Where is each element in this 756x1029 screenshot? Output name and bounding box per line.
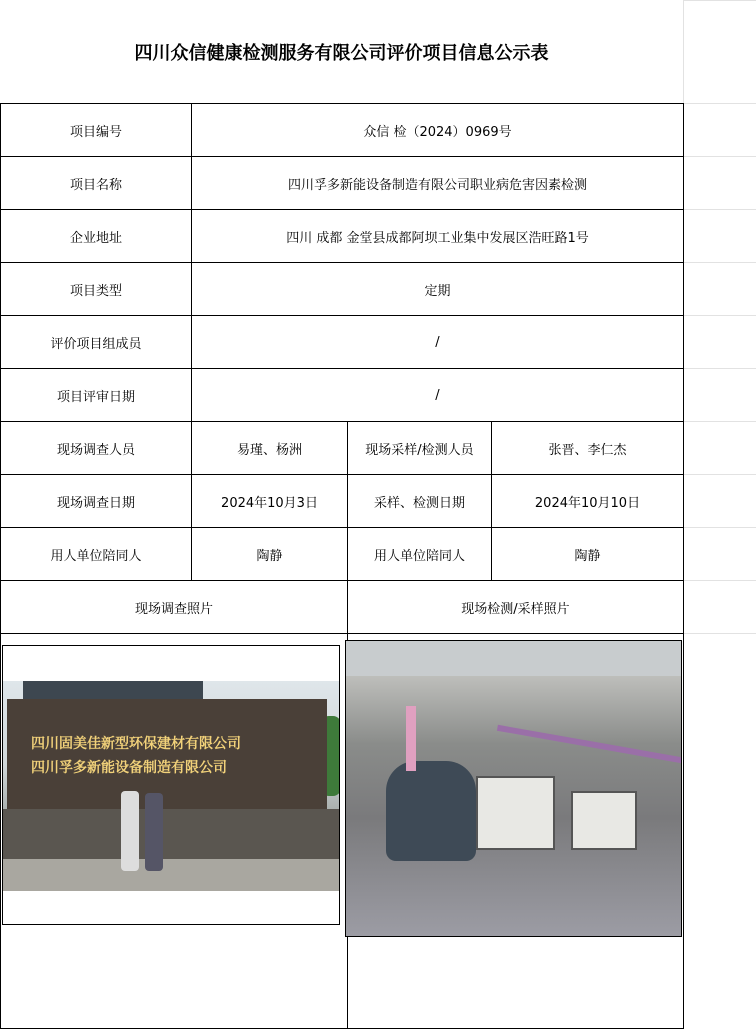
sheet-gridline xyxy=(683,421,756,422)
sheet-gridline xyxy=(683,633,756,634)
row-label: 用人单位陪同人 xyxy=(347,527,492,581)
sheet-gridline xyxy=(683,474,756,475)
row-label: 项目类型 xyxy=(0,262,192,316)
sampling-photo-label: 现场检测/采样照片 xyxy=(347,580,684,634)
row-value: 定期 xyxy=(191,262,684,316)
row-label: 项目评审日期 xyxy=(0,368,192,422)
sheet-gridline xyxy=(683,0,756,1)
sheet-gridline xyxy=(683,315,756,316)
row-value: 陶静 xyxy=(191,527,348,581)
sheet-gridline xyxy=(683,156,756,157)
survey-photo-label: 现场调查照片 xyxy=(0,580,348,634)
sheet-gridline xyxy=(683,580,756,581)
sampling-photo xyxy=(345,640,682,937)
row-label: 用人单位陪同人 xyxy=(0,527,192,581)
row-label: 采样、检测日期 xyxy=(347,474,492,528)
row-value: 易瑾、杨洲 xyxy=(191,421,348,475)
row-label: 现场采样/检测人员 xyxy=(347,421,492,475)
row-value: 众信 检（2024）0969号 xyxy=(191,103,684,157)
sheet-gridline xyxy=(683,103,756,104)
row-label: 项目名称 xyxy=(0,156,192,210)
row-label: 现场调查日期 xyxy=(0,474,192,528)
row-value: 2024年10月10日 xyxy=(491,474,684,528)
row-label: 现场调查人员 xyxy=(0,421,192,475)
sheet-gridline xyxy=(683,262,756,263)
row-value: / xyxy=(191,368,684,422)
row-label: 企业地址 xyxy=(0,209,192,263)
sign-text-2: 四川孚多新能设备制造有限公司 xyxy=(31,760,227,776)
sign-text-1: 四川固美佳新型环保建材有限公司 xyxy=(31,736,241,752)
sheet-gridline xyxy=(683,527,756,528)
row-value: 2024年10月3日 xyxy=(191,474,348,528)
row-value: 张晋、李仁杰 xyxy=(491,421,684,475)
page-title: 四川众信健康检测服务有限公司评价项目信息公示表 xyxy=(134,42,549,64)
row-value: / xyxy=(191,315,684,369)
sheet-gridline xyxy=(683,209,756,210)
row-value: 四川孚多新能设备制造有限公司职业病危害因素检测 xyxy=(191,156,684,210)
row-value: 四川 成都 金堂县成都阿坝工业集中发展区浩旺路1号 xyxy=(191,209,684,263)
sheet-gridline xyxy=(683,368,756,369)
survey-photo xyxy=(2,645,340,925)
row-value: 陶静 xyxy=(491,527,684,581)
row-label: 评价项目组成员 xyxy=(0,315,192,369)
row-label: 项目编号 xyxy=(0,103,192,157)
